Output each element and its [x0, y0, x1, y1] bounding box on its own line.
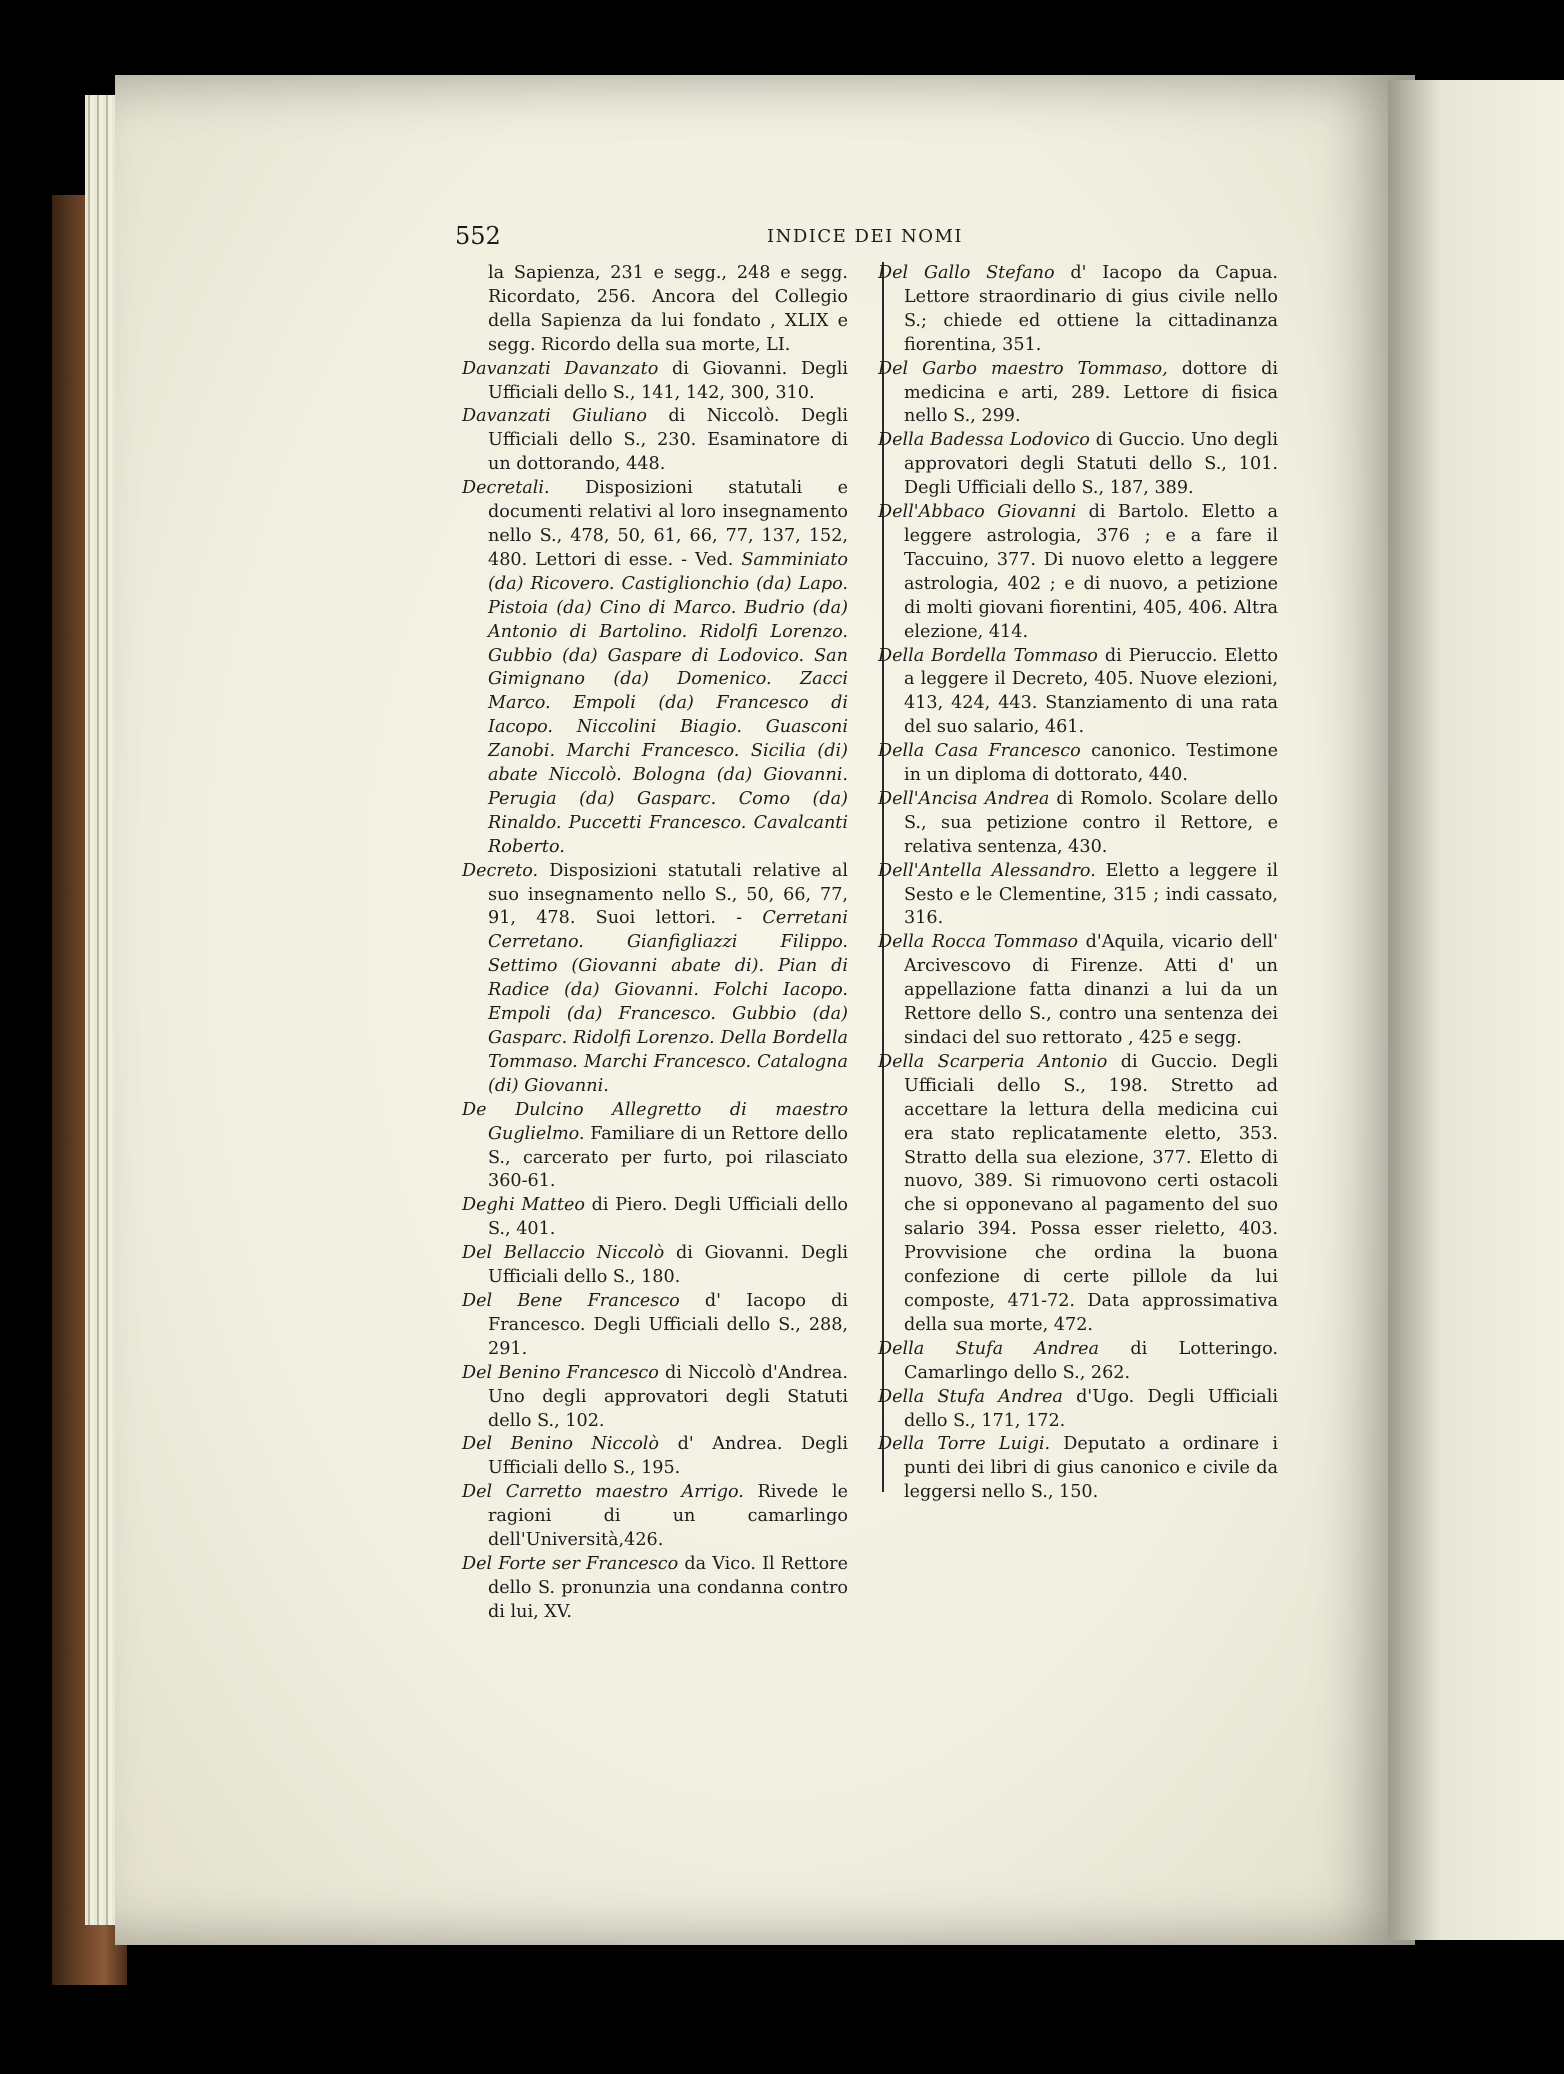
- entry-name: Della Stufa Andrea: [878, 1338, 1100, 1359]
- entry-text: da Vico. Il Rettore dello S. pronunzia una condanna contro di lui, XV.: [488, 1553, 848, 1622]
- index-entry: [462, 1433, 848, 1481]
- page-number: 552: [455, 222, 501, 250]
- entry-name: Della Casa Francesco: [878, 741, 1081, 762]
- index-entry: [462, 405, 848, 477]
- entry-text: la Sapienza, 231 e segg., 248 e segg. Ricordato, 256. Ancora del Collegio della Sapienza da lui fondato , XLIX e segg. Ricordo della sua morte, LI.: [488, 263, 848, 355]
- index-entry: [878, 860, 1278, 932]
- index-entry: [878, 788, 1278, 860]
- index-entry: [878, 501, 1278, 644]
- facing-page: [1388, 80, 1564, 1940]
- entry-name: Del Bellaccio Niccolò: [462, 1243, 665, 1264]
- entry-name: Davanzati Giuliano: [462, 406, 647, 427]
- entry-text: Eletto a leggere il Sesto e le Clementine, 315 ; indi cassato, 316.: [904, 860, 1279, 929]
- entry-text: di Giovanni. Degli Ufficiali dello S., 141, 142, 300, 310.: [488, 358, 848, 403]
- entry-text: Familiare di un Rettore dello S., carcerato per furto, poi rilasciato 360-61.: [488, 1123, 848, 1192]
- entry-name: Della Bordella Tommaso: [878, 645, 1098, 666]
- entry-name: Del Carretto maestro Arrigo.: [462, 1482, 744, 1503]
- entry-name: Dell'Ancisa Andrea: [878, 788, 1050, 809]
- index-entry: [462, 1194, 848, 1242]
- index-entry: [462, 262, 848, 358]
- index-entry: [462, 1290, 848, 1362]
- entry-text: di Guccio. Uno degli approvatori degli Statuti dello S., 101. Degli Ufficiali dello S., 187, 389.: [904, 430, 1278, 499]
- entry-name: Del Bene Francesco: [462, 1290, 680, 1311]
- entry-text: Disposizioni statutali e documenti relativi al loro insegnamento nello S., 478, 50, 61, 66, 77, 137, 152, 480. Lettori di esse. - Ved.: [488, 478, 848, 570]
- index-entry: [878, 429, 1278, 501]
- index-entry: [462, 1553, 848, 1625]
- entry-name: Del Benino Francesco: [462, 1362, 659, 1383]
- entry-text: d' Andrea. Degli Ufficiali dello S., 195.: [488, 1434, 848, 1479]
- entry-name: Del Gallo Stefano: [878, 263, 1055, 283]
- entry-name: Dell'Abbaco Giovanni: [878, 502, 1077, 523]
- left-column: [462, 262, 848, 1625]
- index-entry: [878, 645, 1278, 741]
- running-title: INDICE DEI NOMI: [767, 226, 963, 247]
- entry-name: Decreto.: [462, 860, 539, 881]
- entry-name: Dell'Antella Alessandro.: [878, 860, 1096, 881]
- page-header: [455, 222, 1280, 252]
- index-entry: [462, 860, 848, 1099]
- entry-text: d' Iacopo da Capua. Lettore straordinario di gius civile nello S.; chiede ed ottiene la cittadinanza fiorentina, 351.: [904, 263, 1278, 355]
- index-entry: [878, 931, 1278, 1051]
- right-column: [878, 262, 1278, 1505]
- index-entry: [462, 477, 848, 860]
- index-entry: [462, 1099, 848, 1195]
- entry-name: Davanzati Davanzato: [462, 358, 659, 379]
- entry-cross-references: Cerretani Cerretano. Gianfigliazzi Filippo. Settimo (Giovanni abate di). Pian di Radice (da) Giovanni. Folchi Iacopo. Empoli (da) Francesco. Gubbio (da) Gasparc. Ridolfi Lorenzo. Della Bordella Tommaso. Marchi Francesco. Catalogna (di) Giovanni.: [488, 908, 848, 1096]
- entry-text: di Giovanni. Degli Ufficiali dello S., 180.: [488, 1243, 848, 1288]
- index-entry: [462, 1242, 848, 1290]
- entry-text: di Pieruccio. Eletto a leggere il Decreto, 405. Nuove elezioni, 413, 424, 443. Stanziamento di una rata del suo salario, 461.: [904, 645, 1279, 738]
- entry-name: Della Rocca Tommaso: [878, 932, 1079, 953]
- index-entry: [878, 1338, 1278, 1386]
- entry-text: Deputato a ordinare i punti dei libri di gius canonico e civile da leggersi nello S., 150.: [904, 1434, 1278, 1503]
- index-entry: [462, 358, 848, 406]
- entry-name: De Dulcino Allegretto di maestro Guglielmo.: [462, 1099, 848, 1144]
- index-entry: [878, 358, 1278, 430]
- entry-name: Deghi Matteo: [462, 1195, 586, 1216]
- entry-name: Della Scarperia Antonio: [878, 1051, 1108, 1072]
- index-entry: [878, 1433, 1278, 1505]
- entry-text: Disposizioni statutali relative al suo insegnamento nello S., 50, 66, 77, 91, 478. Suoi lettori. -: [488, 860, 848, 929]
- entry-text: d' Iacopo di Francesco. Degli Ufficiali dello S., 288, 291.: [488, 1290, 848, 1359]
- entry-name: Della Stufa Andrea: [878, 1386, 1063, 1407]
- entry-text: di Piero. Degli Ufficiali dello S., 401.: [488, 1195, 848, 1240]
- entry-name: Del Garbo maestro Tommaso,: [878, 358, 1168, 379]
- index-entry: [462, 1362, 848, 1434]
- entry-text: di Niccolò d'Andrea. Uno degli approvatori degli Statuti dello S., 102.: [488, 1362, 849, 1431]
- entry-name: Del Forte ser Francesco: [462, 1553, 679, 1574]
- index-entry: [878, 1386, 1278, 1434]
- entry-text: di Guccio. Degli Ufficiali dello S., 198. Stretto ad accettare la lettura della medicina cui era stato replicatamente eletto, 353. Stratto della sua elezione, 377. Eletto di nuovo, 389. Si rimuovono certi ostacoli che si opponevano al pagamento del suo salario 394. Possa esser rieletto, 403. Provvisione che ordina la buona confezione di certe pillole da lui composte, 471-72. Data approssimativa della sua morte, 472.: [904, 1051, 1279, 1335]
- entry-text: d'Ugo. Degli Ufficiali dello S., 171, 172.: [904, 1386, 1278, 1431]
- index-entry: [878, 740, 1278, 788]
- index-entry: [878, 262, 1278, 358]
- entry-name: Della Torre Luigi.: [878, 1434, 1051, 1455]
- entry-name: Decretali.: [462, 478, 550, 499]
- entry-text: d'Aquila, vicario dell' Arcivescovo di Firenze. Atti d' un appellazione fatta dinanzi a lui da un Rettore dello S., contro una sentenza dei sindaci del suo rettorato , 425 e segg.: [904, 932, 1278, 1048]
- entry-text: di Romolo. Scolare dello S., sua petizione contro il Rettore, e relativa sentenza, 430.: [904, 788, 1278, 857]
- entry-name: Del Benino Niccolò: [462, 1434, 660, 1455]
- entry-text: dottore di medicina e arti, 289. Lettore di fisica nello S., 299.: [904, 358, 1278, 427]
- index-entry: [878, 1051, 1278, 1338]
- entry-text: canonico. Testimone in un diploma di dottorato, 440.: [904, 741, 1278, 786]
- index-entry: [462, 1481, 848, 1553]
- entry-name: Della Badessa Lodovico: [878, 430, 1090, 451]
- entry-cross-references: Samminiato (da) Ricovero. Castiglionchio (da) Lapo. Pistoia (da) Cino di Marco. Budrio (da) Antonio di Bartolino. Ridolfi Lorenzo. Gubbio (da) Gaspare di Lodovico. San Gimignano (da) Domenico. Zacci Marco. Empoli (da) Francesco di Iacopo. Niccolini Biagio. Guasconi Zanobi. Marchi Francesco. Sicilia (di) abate Niccolò. Bologna (da) Giovanni. Perugia (da) Gasparc. Como (da) Rinaldo. Puccetti Francesco. Cavalcanti Roberto.: [488, 549, 848, 857]
- entry-text: di Bartolo. Eletto a leggere astrologia, 376 ; e a fare il Taccuino, 377. Di nuovo eletto a leggere astrologia, 402 ; e di nuovo, a petizione di molti giovani fiorentini, 405, 406. Altra elezione, 414.: [904, 502, 1279, 642]
- entry-text: di Niccolò. Degli Ufficiali dello S., 230. Esaminatore di un dottorando, 448.: [488, 406, 848, 475]
- entry-text: di Lotteringo. Camarlingo dello S., 262.: [904, 1338, 1278, 1383]
- entry-text: Rivede le ragioni di un camarlingo dell'Università,426.: [488, 1482, 848, 1551]
